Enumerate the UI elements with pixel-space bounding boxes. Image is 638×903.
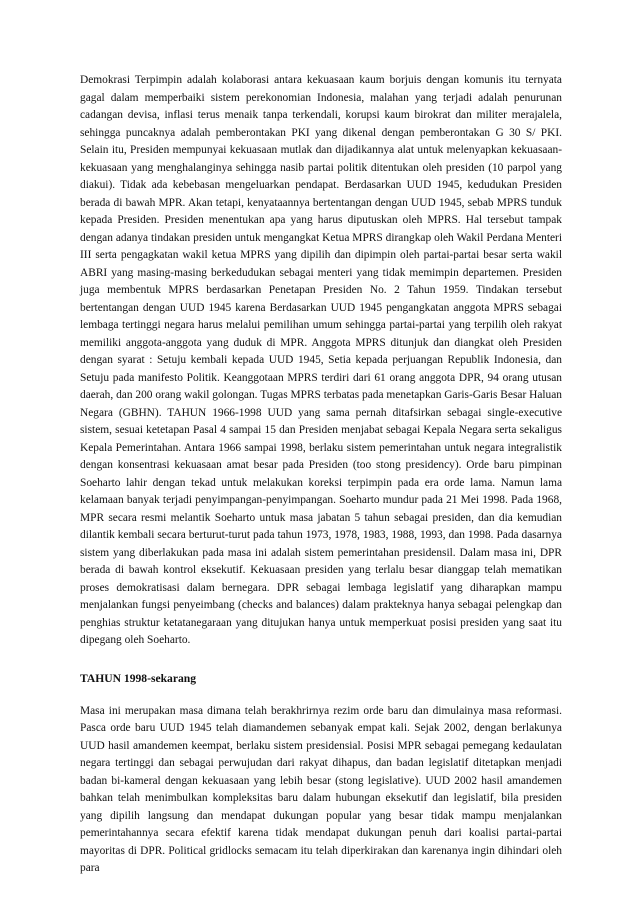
body-paragraph: Demokrasi Terpimpin adalah kolaborasi antara kekuasaan kaum borjuis dengan komunis itu ternyata gagal dalam memperbaiki sistem perekonomian Indonesia, malahan yang terjadi adalah penurunan cadangan devisa, inflasi terus menaik tanpa terkendali, korupsi kaum birokrat dan militer merajalela, sehingga puncaknya adalah pemberontakan PKI yang dikenal dengan pemberontakan G 30 S/ PKI. Selain itu, Presiden mempunyai kekuasaan mutlak dan dijadikannya alat untuk melenyapkan kekuasaan-kekuasaan yang menghalanginya sehingga nasib partai politik ditentukan oleh presiden (10 parpol yang diakui). Tidak ada kebebasan mengeluarkan pendapat. Berdasarkan UUD 1945, kedudukan Presiden berada di bawah MPR. Akan tetapi, kenyataannya bertentangan dengan UUD 1945, sebab MPRS tunduk kepada Presiden. Presiden menentukan apa yang harus diputuskan oleh MPRS. Hal tersebut tampak dengan adanya tindakan presiden untuk mengangkat Ketua MPRS dirangkap oleh Wakil Perdana Menteri III serta pengagkatan wakil ketua MPRS yang dipilih dan dipimpin oleh partai-partai besar serta wakil ABRI yang masing-masing berkedudukan sebagai menteri yang tidak memimpin departemen. Presiden juga membentuk MPRS berdasarkan Penetapan Presiden No. 2 Tahun 1959. Tindakan tersebut bertentangan dengan UUD 1945 karena Berdasarkan UUD 1945 pengangkatan anggota MPRS sebagai lembaga tertinggi negara harus melalui pemilihan umum sehingga partai-partai yang terpilih oleh rakyat memiliki anggota-anggota yang duduk di MPR. Anggota MPRS ditunjuk dan diangkat oleh Presiden dengan syarat : Setuju kembali kepada UUD 1945, Setia kepada perjuangan Republik Indonesia, dan Setuju pada manifesto Politik. Keanggotaan MPRS terdiri dari 61 orang anggota DPR, 94 orang utusan daerah, dan 200 orang wakil golongan. Tugas MPRS terbatas pada menetapkan Garis-Garis Besar Haluan Negara (GBHN). TAHUN 1966-1998 UUD yang sama pernah ditafsirkan sebagai single-executive sistem, sesuai ketetapan Pasal 4 sampai 15 dan Presiden menjabat sebagai Kepala Negara serta sekaligus Kepala Pemerintahan. Antara 1966 sampai 1998, berlaku sistem pemerintahan untuk negara integralistik dengan konsentrasi kekuasaan amat besar pada Presiden (too stong presidency). Orde baru pimpinan Soeharto lahir dengan tekad untuk melakukan koreksi terpimpin pada era orde lama. Namun lama kelamaan banyak terjadi penyimpangan-penyimpangan. Soeharto mundur pada 21 Mei 1998. Pada 1968, MPR secara resmi melantik Soeharto untuk masa jabatan 5 tahun sebagai presiden, dan dia kemudian dilantik kembali secara berturut-turut pada tahun 1973, 1978, 1983, 1988, 1993, dan 1998. Pada dasarnya sistem yang diberlakukan pada masa ini adalah sistem pemerintahan presidensil. Dalam masa ini, DPR berada di bawah kontrol eksekutif. Kekuasaan presiden yang terlalu besar dianggap telah mematikan proses demokratisasi dalam bernegara. DPR sebagai lembaga legislatif yang diharapkan mampu menjalankan fungsi penyeimbang (checks and balances) dalam prakteknya hanya sebagai pelengkap dan penghias struktur ketatanegaraan yang ditujukan hanya untuk memperkuat posisi presiden yang saat itu dipegang oleh Soeharto. [80,74,562,646]
body-paragraph: Masa ini merupakan masa dimana telah berakhrirnya rezim orde baru dan dimulainya masa reformasi. Pasca orde baru UUD 1945 telah diamandemen sebanyak empat kali. Sejak 2002, dengan berlakunya UUD hasil amandemen keempat, berlaku sistem presidensial. Posisi MPR sebagai pemegang kedaulatan negara tertinggi dan sebagai perwujudan dari rakyat dihapus, dan badan legislatif ditetapkan menjadi badan bi-kameral dengan kekuasaan yang lebih besar (stong legislative). UUD 2002 hasil amandemen bahkan telah menimbulkan kompleksitas baru dalam hubungan eksekutif dan legislatif, bila presiden yang dipilih langsung dan mendapat dukungan popular yang besar tidak mampu menjalankan pemerintahannya secara efektif karena tidak mendapat dukungan penuh dari koalisi partai-partai mayoritas di DPR. Political gridlocks semacam itu telah diperkirakan dan karenanya ingin dihindari oleh para [80,704,562,874]
section-heading: TAHUN 1998-sekarang [80,671,197,685]
document-page [80,72,562,878]
